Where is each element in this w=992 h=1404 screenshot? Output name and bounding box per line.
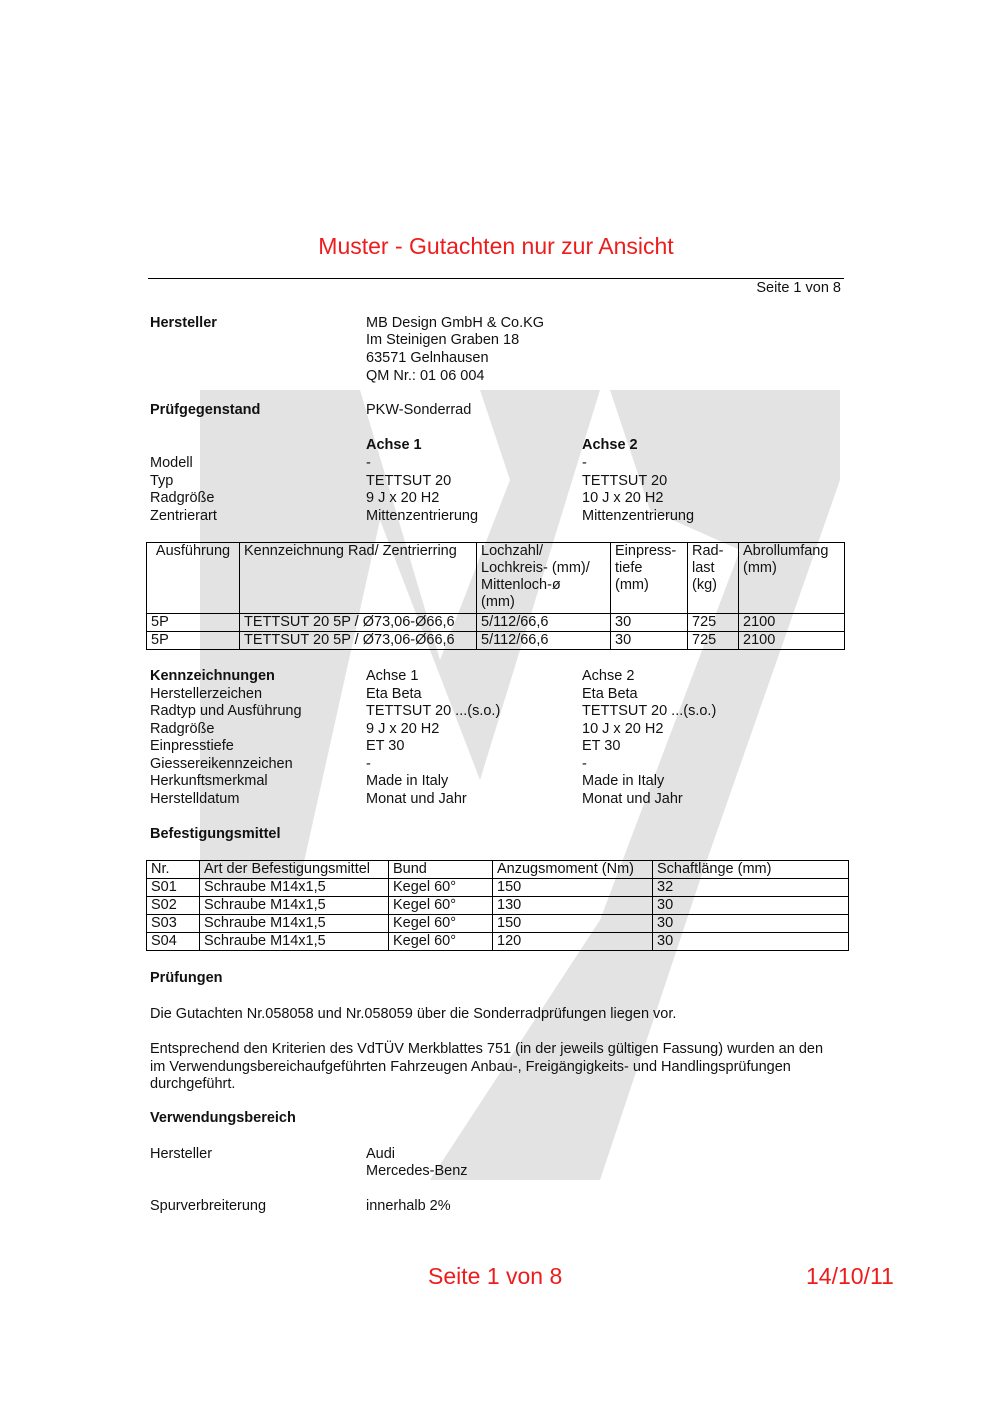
achsen-header [150, 437, 850, 455]
table-cell: 32 [653, 879, 849, 897]
achsen-row-a1: TETTSUT 20 [366, 473, 452, 489]
table-row [147, 614, 845, 632]
achsen-row-label: Modell [150, 455, 193, 471]
kennz-row-label: Radtyp und Ausführung [150, 703, 302, 719]
table-cell: 30 [611, 632, 688, 650]
table-header-cell: Anzugsmoment (Nm) [493, 861, 653, 879]
table-cell: 725 [688, 614, 739, 632]
table-header-cell: Kennzeichnung Rad/ Zentrierring [240, 543, 477, 614]
table-header-cell: Lochzahl/ Lochkreis- (mm)/ Mittenloch-ø (mm) [477, 543, 611, 614]
table-cell: 2100 [739, 632, 845, 650]
pruefungen-heading-row [150, 970, 850, 988]
achsen-row-a1: Mittenzentrierung [366, 508, 479, 524]
table-cell: 5P [147, 632, 240, 650]
befestigung-heading-row [150, 826, 850, 844]
table-cell: 30 [653, 933, 849, 951]
kennz-row-a2: Monat und Jahr [582, 791, 683, 807]
table-cell: S03 [147, 915, 200, 933]
table-row [147, 879, 849, 897]
table-cell: Schraube M14x1,5 [200, 915, 389, 933]
kennz-row-label: Herstellerzeichen [150, 686, 263, 702]
achse1-heading: Achse 1 [366, 437, 422, 453]
kennz-row-a2: ET 30 [582, 738, 621, 754]
hersteller-line: MB Design GmbH & Co.KG [366, 315, 545, 331]
achsen-row-a2: TETTSUT 20 [582, 473, 668, 489]
verwendungsbereich-heading-row [150, 1110, 850, 1128]
achsen-row-label: Zentrierart [150, 508, 217, 524]
table-header-cell: Bund [389, 861, 493, 879]
kennz-row [150, 703, 850, 721]
kennz-row [150, 738, 850, 756]
verwendung-hersteller-row [150, 1146, 850, 1164]
kennz-row-label: Radgröße [150, 721, 215, 737]
achsen-row-a1: 9 J x 20 H2 [366, 490, 440, 506]
table-cell: S01 [147, 879, 200, 897]
kennz-row-label: Herstelldatum [150, 791, 240, 807]
kennz-row-a1: Made in Italy [366, 773, 449, 789]
kennzeichnungen-header [150, 668, 850, 686]
kennz-row-a2: Made in Italy [582, 773, 665, 789]
table-cell: 725 [688, 632, 739, 650]
kennz-row-label: Giessereikennzeichen [150, 756, 293, 772]
kennz-row-a1: ET 30 [366, 738, 405, 754]
kennz-row [150, 721, 850, 739]
header-page-number: Seite 1 von 8 [756, 280, 841, 296]
pruefgegenstand-label: Prüfgegenstand [150, 402, 261, 418]
achsen-row-a2: - [582, 455, 587, 471]
table-header-cell: Abrollumfang (mm) [739, 543, 845, 614]
achsen-row-label: Radgröße [150, 490, 215, 506]
ausfuehrung-table [146, 542, 845, 650]
achsen-row-a1: - [366, 455, 371, 471]
table-cell: TETTSUT 20 5P / Ø73,06-Ø66,6 [240, 632, 477, 650]
kennz-row-a1: Monat und Jahr [366, 791, 467, 807]
table-cell: 30 [611, 614, 688, 632]
hersteller-label: Hersteller [150, 315, 217, 331]
table-header-cell: Schaftlänge (mm) [653, 861, 849, 879]
kennz-row-a2: - [582, 756, 587, 772]
kennz-row [150, 756, 850, 774]
pruefgegenstand-row [150, 402, 850, 420]
kennz-row-label: Herkunftsmerkmal [150, 773, 268, 789]
table-header-cell: Rad- last (kg) [688, 543, 739, 614]
watermark-title: Muster - Gutachten nur zur Ansicht [318, 233, 674, 259]
table-row [147, 933, 849, 951]
kennz-row-a1: - [366, 756, 371, 772]
table-header-cell: Ausführung [147, 543, 240, 614]
pruefungen-heading: Prüfungen [150, 970, 223, 986]
verwendungsbereich-heading: Verwendungsbereich [150, 1110, 296, 1126]
table-cell: TETTSUT 20 5P / Ø73,06-Ø66,6 [240, 614, 477, 632]
kennz-row [150, 773, 850, 791]
table-cell: 30 [653, 897, 849, 915]
befestigung-heading: Befestigungsmittel [150, 826, 281, 842]
verwendung-hersteller-item: Audi [366, 1146, 396, 1162]
befestigung-table [146, 860, 849, 951]
achsen-row [150, 473, 850, 491]
table-header-cell: Nr. [147, 861, 200, 879]
table-cell: Kegel 60° [389, 933, 493, 951]
table-cell: Kegel 60° [389, 897, 493, 915]
table-cell: S04 [147, 933, 200, 951]
footer-date: 14/10/11 [806, 1263, 894, 1289]
table-row [147, 897, 849, 915]
achsen-row [150, 508, 850, 526]
hersteller-line: 63571 Gelnhausen [366, 350, 489, 366]
table-cell: 5P [147, 614, 240, 632]
kennz-achse1-heading: Achse 1 [366, 668, 419, 684]
achsen-row-a2: Mittenzentrierung [582, 508, 695, 524]
kennz-row [150, 791, 850, 809]
spurverbreiterung-value: innerhalb 2% [366, 1198, 451, 1214]
table-cell: 5/112/66,6 [477, 632, 611, 650]
befestigung-header-row [147, 861, 849, 879]
achsen-row-label: Typ [150, 473, 174, 489]
kennz-row-a1: TETTSUT 20 ...(s.o.) [366, 703, 501, 719]
achsen-row [150, 490, 850, 508]
kennz-achse2-heading: Achse 2 [582, 668, 635, 684]
verwendung-hersteller-label: Hersteller [150, 1146, 213, 1162]
kennz-row-label: Einpresstiefe [150, 738, 234, 754]
achse2-heading: Achse 2 [582, 437, 638, 453]
kennz-row [150, 686, 850, 704]
table-row [147, 632, 845, 650]
table-header-cell: Art der Befestigungsmittel [200, 861, 389, 879]
table-cell: 30 [653, 915, 849, 933]
hersteller-line: Im Steinigen Graben 18 [366, 332, 520, 348]
hersteller-section [150, 315, 850, 333]
table-cell: S02 [147, 897, 200, 915]
table-header-cell: Einpress- tiefe (mm) [611, 543, 688, 614]
table-cell: Schraube M14x1,5 [200, 897, 389, 915]
pruefungen-paragraph-2: Entsprechend den Kriterien des VdTÜV Merkblattes 751 (in der jeweils gültigen Fassung) wurden an den im Verwendungsbereichaufgeführten Fahrzeugen Anbau-, Freigängigkeits- und Handlingsprüfungen durchgeführt. [150, 1041, 824, 1092]
achsen-row [150, 455, 850, 473]
header-rule [148, 278, 844, 279]
table-cell: 5/112/66,6 [477, 614, 611, 632]
table-cell: Schraube M14x1,5 [200, 879, 389, 897]
achsen-row-a2: 10 J x 20 H2 [582, 490, 664, 506]
table-cell: Kegel 60° [389, 915, 493, 933]
table-cell: 2100 [739, 614, 845, 632]
kennz-row-a1: Eta Beta [366, 686, 422, 702]
table-cell: 150 [493, 879, 653, 897]
table-cell: Kegel 60° [389, 879, 493, 897]
table-cell: 130 [493, 897, 653, 915]
spurverbreiterung-row [150, 1198, 850, 1216]
pruefungen-paragraph-1: Die Gutachten Nr.058058 und Nr.058059 über die Sonderradprüfungen liegen vor. [150, 1006, 677, 1022]
footer-page-number: Seite 1 von 8 [428, 1263, 563, 1289]
kennz-row-a1: 9 J x 20 H2 [366, 721, 440, 737]
kennz-row-a2: TETTSUT 20 ...(s.o.) [582, 703, 717, 719]
ausfuehrung-header-row [147, 543, 845, 614]
spurverbreiterung-label: Spurverbreiterung [150, 1198, 267, 1214]
table-cell: 120 [493, 933, 653, 951]
kennzeichnungen-label: Kennzeichnungen [150, 668, 275, 684]
verwendung-hersteller-row [150, 1163, 850, 1181]
pruefgegenstand-value: PKW-Sonderrad [366, 402, 472, 418]
kennz-row-a2: 10 J x 20 H2 [582, 721, 664, 737]
table-row [147, 915, 849, 933]
hersteller-line: QM Nr.: 01 06 004 [366, 368, 485, 384]
verwendung-hersteller-item: Mercedes-Benz [366, 1163, 468, 1179]
table-cell: Schraube M14x1,5 [200, 933, 389, 951]
kennz-row-a2: Eta Beta [582, 686, 638, 702]
table-cell: 150 [493, 915, 653, 933]
